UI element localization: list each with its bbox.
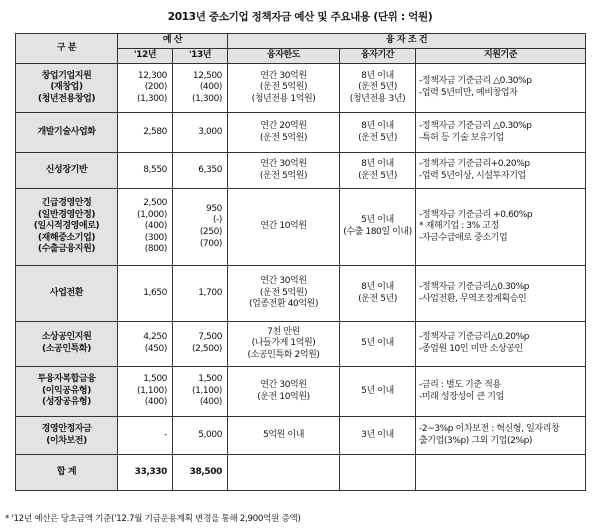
budget-2012-line: 12,300 [137,70,167,81]
budget-2013-line: (2,500) [192,344,223,354]
loan-period [340,266,416,322]
support-criteria-line: -금리 : 별도 기준 적용 [419,379,501,390]
row-name-line: 소상공인지원 [41,332,92,343]
loan-period [340,417,416,455]
total-blank-limit [228,455,340,491]
support-criteria-line: -자금수급애로 중소기업 [419,232,508,243]
support-criteria [416,113,586,153]
loan-limit-line: (운전 5억원) [259,132,308,143]
table-row [16,367,586,417]
loan-limit-line: 연간 10억원 [260,221,307,232]
loan-period-line: (운전 5년) [358,293,397,304]
budget-2013 [173,367,228,417]
budget-2012-line: - [164,429,167,440]
loan-period [340,153,416,189]
policy-fund-table [15,33,586,491]
budget-2012-line: 4,250 [143,332,167,343]
loan-period-line: 5년 이내 [361,338,394,349]
row-name-line: 사업전환 [49,287,84,298]
support-criteria-line: -정책자금 기준금리+0.20%p [419,158,530,169]
loan-period [340,322,416,367]
support-criteria-line: -정책자금 기준금리 +0.60%p [419,209,533,220]
loan-limit [228,417,340,455]
loan-period-line: 8년 이내 [361,281,394,292]
row-name-line: (이익공유형) [42,385,91,396]
total-blank-criteria [416,455,586,491]
loan-limit [228,322,340,367]
support-criteria [416,322,586,367]
loan-period-line: (운전 5년) [358,82,397,93]
table-row [16,322,586,367]
loan-limit-line: (소공인특화 2억원) [247,349,320,360]
budget-2012-line: (200) [144,82,167,93]
support-criteria-line: -사업전환, 무역조정계획승인 [419,293,527,304]
budget-2013 [173,417,228,455]
row-name-line: (수출금융지원) [37,244,96,255]
support-criteria-line: -정책자금 기준금리 △0.30%p [419,120,532,131]
row-name [16,322,118,367]
loan-period-line: 8년 이내 [361,158,394,169]
row-name-line: 경영안정자금 [41,423,92,434]
budget-2013-line: (250) [199,227,223,237]
budget-2012-line: (1,100) [137,385,167,396]
row-name-line: (청년전용창업) [37,93,96,104]
document-title: 2013년 중소기업 정책자금 예산 및 주요내용 (단위 : 억원) [167,11,433,23]
table-row [16,189,586,266]
loan-limit-line: (청년전용 1억원) [251,93,316,104]
budget-2012-line: (400) [144,221,167,232]
loan-period-line: 5년 이내 [361,215,394,226]
support-criteria [416,367,586,417]
support-criteria [416,153,586,189]
loan-limit [228,367,340,417]
header-loan-limit: 융자한도 [228,49,340,64]
budget-2013-line: 1,700 [198,287,223,298]
total-row [16,455,586,491]
loan-period-line: (청년전용 3년) [349,93,406,104]
header-budget: 예 산 [118,34,228,49]
budget-2013 [173,64,228,113]
support-criteria-line: -정책자금 기준금리△0.20%p [419,332,530,343]
loan-period-line: (운전 5년) [358,170,397,181]
row-name-line: (소공인특화) [42,344,91,354]
loan-limit-line: 7천 만원 [267,326,300,337]
support-criteria-line: -업력 5년미만, 예비창업자 [419,88,518,98]
budget-2013 [173,113,228,153]
total-label: 합 계 [16,455,118,491]
support-criteria-line: -2~3%p 이차보전 : 혁신형, 일자리창 [419,423,560,434]
row-name-line: 개발기술사업화 [37,126,96,137]
table-row [16,113,586,153]
budget-2013-line: (700) [199,238,223,249]
loan-limit [228,153,340,189]
support-criteria [416,266,586,322]
row-name [16,153,118,189]
budget-2012-line: (1,300) [137,93,167,104]
budget-2013-line: 6,350 [198,164,223,175]
footnote: * '12년 예산은 당초금액 기준('12.7월 기금운용계획 변경을 통해 2,900억원 증액) [5,514,301,524]
budget-2012-line: (1,000) [137,209,167,220]
table-row [16,153,586,189]
budget-2012-line: (300) [144,232,167,243]
row-name-line: (일반경영안정) [37,209,96,220]
budget-2013-line: (1,300) [192,93,223,104]
budget-2012 [118,113,173,153]
support-criteria-line: -정책자금 기준금리 △0.30%p [419,76,532,87]
budget-2012 [118,266,173,322]
support-criteria-line: -특허 등 기술 보유기업 [419,132,504,143]
loan-period-line: 8년 이내 [361,120,394,131]
budget-2013 [173,153,228,189]
loan-limit-line: 연간 30억원 [260,276,307,287]
budget-2012-line: (400) [144,397,167,408]
loan-period-line: (수출 180일 이내) [343,227,412,237]
budget-2012 [118,64,173,113]
header-year-2012: '12년 [118,49,173,64]
support-criteria-line: 출기업(3%p) 그외 기업(2%p) [419,435,533,446]
budget-2013-line: (-) [212,215,223,226]
header-criteria: 지원기준 [416,49,586,64]
budget-2013 [173,322,228,367]
loan-period [340,113,416,153]
budget-2012-line: 1,650 [143,287,167,298]
support-criteria-line: -정책자금 기준금리△0.30%p [419,281,530,292]
support-criteria [416,417,586,455]
support-criteria [416,64,586,113]
loan-period [340,367,416,417]
budget-2013 [173,189,228,266]
budget-2013-line: 3,000 [198,126,223,137]
row-name-line: (성장공유형) [42,397,91,408]
loan-limit [228,64,340,113]
row-name-line: 창업기업지원 [41,70,92,81]
support-criteria-line: -종업원 10인 미만 소상공인 [419,344,523,354]
table-row [16,417,586,455]
budget-2012 [118,367,173,417]
loan-limit-line: (운전 5억원) [259,170,308,181]
budget-2013-line: 1,500 [198,374,223,385]
row-name [16,64,118,113]
support-criteria-line: * 재해기업 : 3% 고정 [419,221,499,232]
budget-2012 [118,417,173,455]
loan-limit-line: 연간 30억원 [260,70,307,81]
budget-2013-line: 12,500 [192,70,223,81]
total-2013: 38,500 [173,455,228,491]
row-name [16,189,118,266]
row-name-line: (이차보전) [46,435,87,446]
budget-2012 [118,189,173,266]
loan-limit-line: (운전 5억원) [259,82,308,93]
loan-limit [228,189,340,266]
row-name-line: (재해중소기업) [37,232,96,243]
loan-limit-line: (업종전환 40억원) [248,299,319,310]
loan-period-line: 3년 이내 [361,429,394,440]
loan-limit-line: (운전 5억원) [259,287,308,298]
header-category: 구 분 [16,34,118,64]
support-criteria-line: -업력 5년이상, 시설투자기업 [419,170,526,181]
budget-2013 [173,266,228,322]
budget-2012 [118,153,173,189]
loan-period [340,189,416,266]
loan-limit [228,266,340,322]
budget-2012-line: 2,500 [143,198,167,209]
total-2012: 33,330 [118,455,173,491]
budget-2013-line: 7,500 [198,332,223,343]
loan-limit-line: (나들가게 1억원) [251,338,316,349]
loan-limit-line: 5억원 이내 [263,429,304,440]
support-criteria-line: -미래 성장성이 큰 기업 [419,391,504,402]
loan-period [340,64,416,113]
loan-period-line: 5년 이내 [361,385,394,396]
row-name-line: (일시적경영애로) [33,221,100,232]
budget-2013-line: (1,100) [192,385,223,396]
row-name-line: 투융자복합금융 [37,374,96,385]
loan-limit-line: (운전 10억원) [257,391,310,402]
total-blank-period [340,455,416,491]
row-name [16,367,118,417]
header-year-2013: '13년 [173,49,228,64]
budget-2012-line: 2,580 [143,126,167,137]
budget-2012-line: (800) [144,244,167,255]
budget-2012 [118,322,173,367]
budget-2013-line: 950 [206,203,223,214]
row-name-line: (재창업) [50,82,83,93]
budget-2012-line: (450) [144,344,167,354]
loan-period-line: 8년 이내 [361,70,394,81]
header-loan-terms: 융 자 조 건 [228,34,586,49]
table-row [16,64,586,113]
row-name [16,266,118,322]
row-name [16,113,118,153]
budget-2012-line: 8,550 [143,164,167,175]
budget-2012-line: 1,500 [143,374,167,385]
budget-2013-line: (400) [199,82,223,93]
row-name [16,417,118,455]
loan-limit-line: 연간 20억원 [260,120,307,131]
header-loan-period: 융자기간 [340,49,416,64]
table-row [16,266,586,322]
loan-period-line: (운전 5년) [358,132,397,143]
budget-2013-line: (400) [199,397,223,408]
budget-2013-line: 5,000 [198,429,223,440]
loan-limit-line: 연간 30억원 [260,158,307,169]
support-criteria [416,189,586,266]
loan-limit-line: 연간 30억원 [260,379,307,390]
loan-limit [228,113,340,153]
row-name-line: 신성장기반 [45,164,88,175]
row-name-line: 긴급경영안정 [41,198,92,209]
